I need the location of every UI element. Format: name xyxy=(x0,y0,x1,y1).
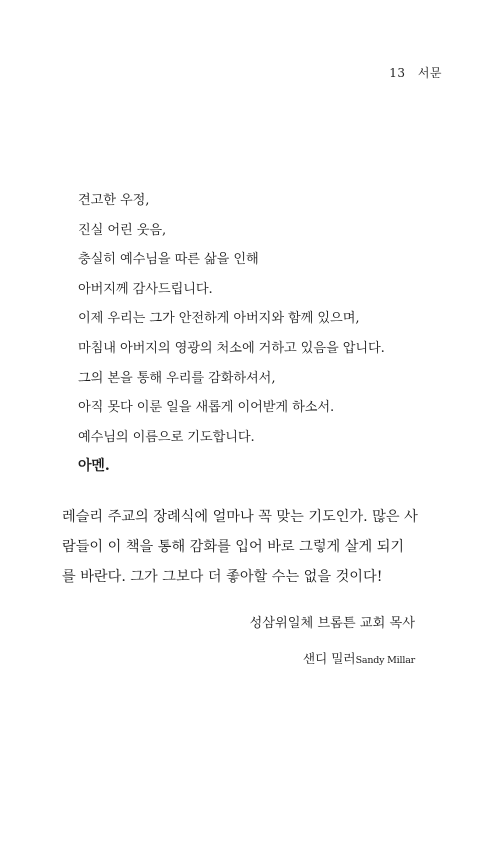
author-name xyxy=(250,650,415,670)
paragraph-line: 레슬리 주교의 장례식에 얼마나 꼭 맞는 기도인가. 많은 사 xyxy=(62,509,418,525)
running-head xyxy=(389,64,442,81)
prayer-line: 이제 우리는 그가 안전하게 아버지와 함께 있으며, xyxy=(78,311,360,327)
prayer-block xyxy=(78,186,458,482)
paragraph-line: 를 바란다. 그가 그보다 더 좋아할 수는 없을 것이다! xyxy=(62,569,383,585)
prayer-line: 진실 어린 웃음, xyxy=(78,222,167,238)
prayer-line: 그의 본을 통해 우리를 감화하셔서, xyxy=(78,370,276,386)
prayer-amen: 아멘. xyxy=(78,458,110,475)
prayer-line: 예수님의 이름으로 기도합니다. xyxy=(78,429,255,445)
author-name-english: Sandy Millar xyxy=(355,655,415,666)
prayer-line: 마침내 아버지의 영광의 처소에 거하고 있음을 압니다. xyxy=(78,340,385,356)
prayer-line: 견고한 우정, xyxy=(78,193,150,208)
author-name-korean: 샌디 밀러 xyxy=(302,651,356,666)
section-title: 서문 xyxy=(417,66,442,80)
attribution xyxy=(250,615,415,670)
author-role: 성삼위일체 브롬튼 교회 목사 xyxy=(249,616,415,631)
prayer-line: 아버지께 감사드립니다. xyxy=(78,281,213,297)
paragraph-line: 람들이 이 책을 통해 감화를 입어 바로 그렇게 살게 되기 xyxy=(62,539,405,555)
page-number: 13 xyxy=(389,66,406,80)
body-paragraph xyxy=(62,502,446,592)
prayer-line: 아직 못다 이룬 일을 새롭게 이어받게 하소서. xyxy=(78,400,335,416)
prayer-line: 충실히 예수님을 따른 삶을 인해 xyxy=(78,252,259,268)
